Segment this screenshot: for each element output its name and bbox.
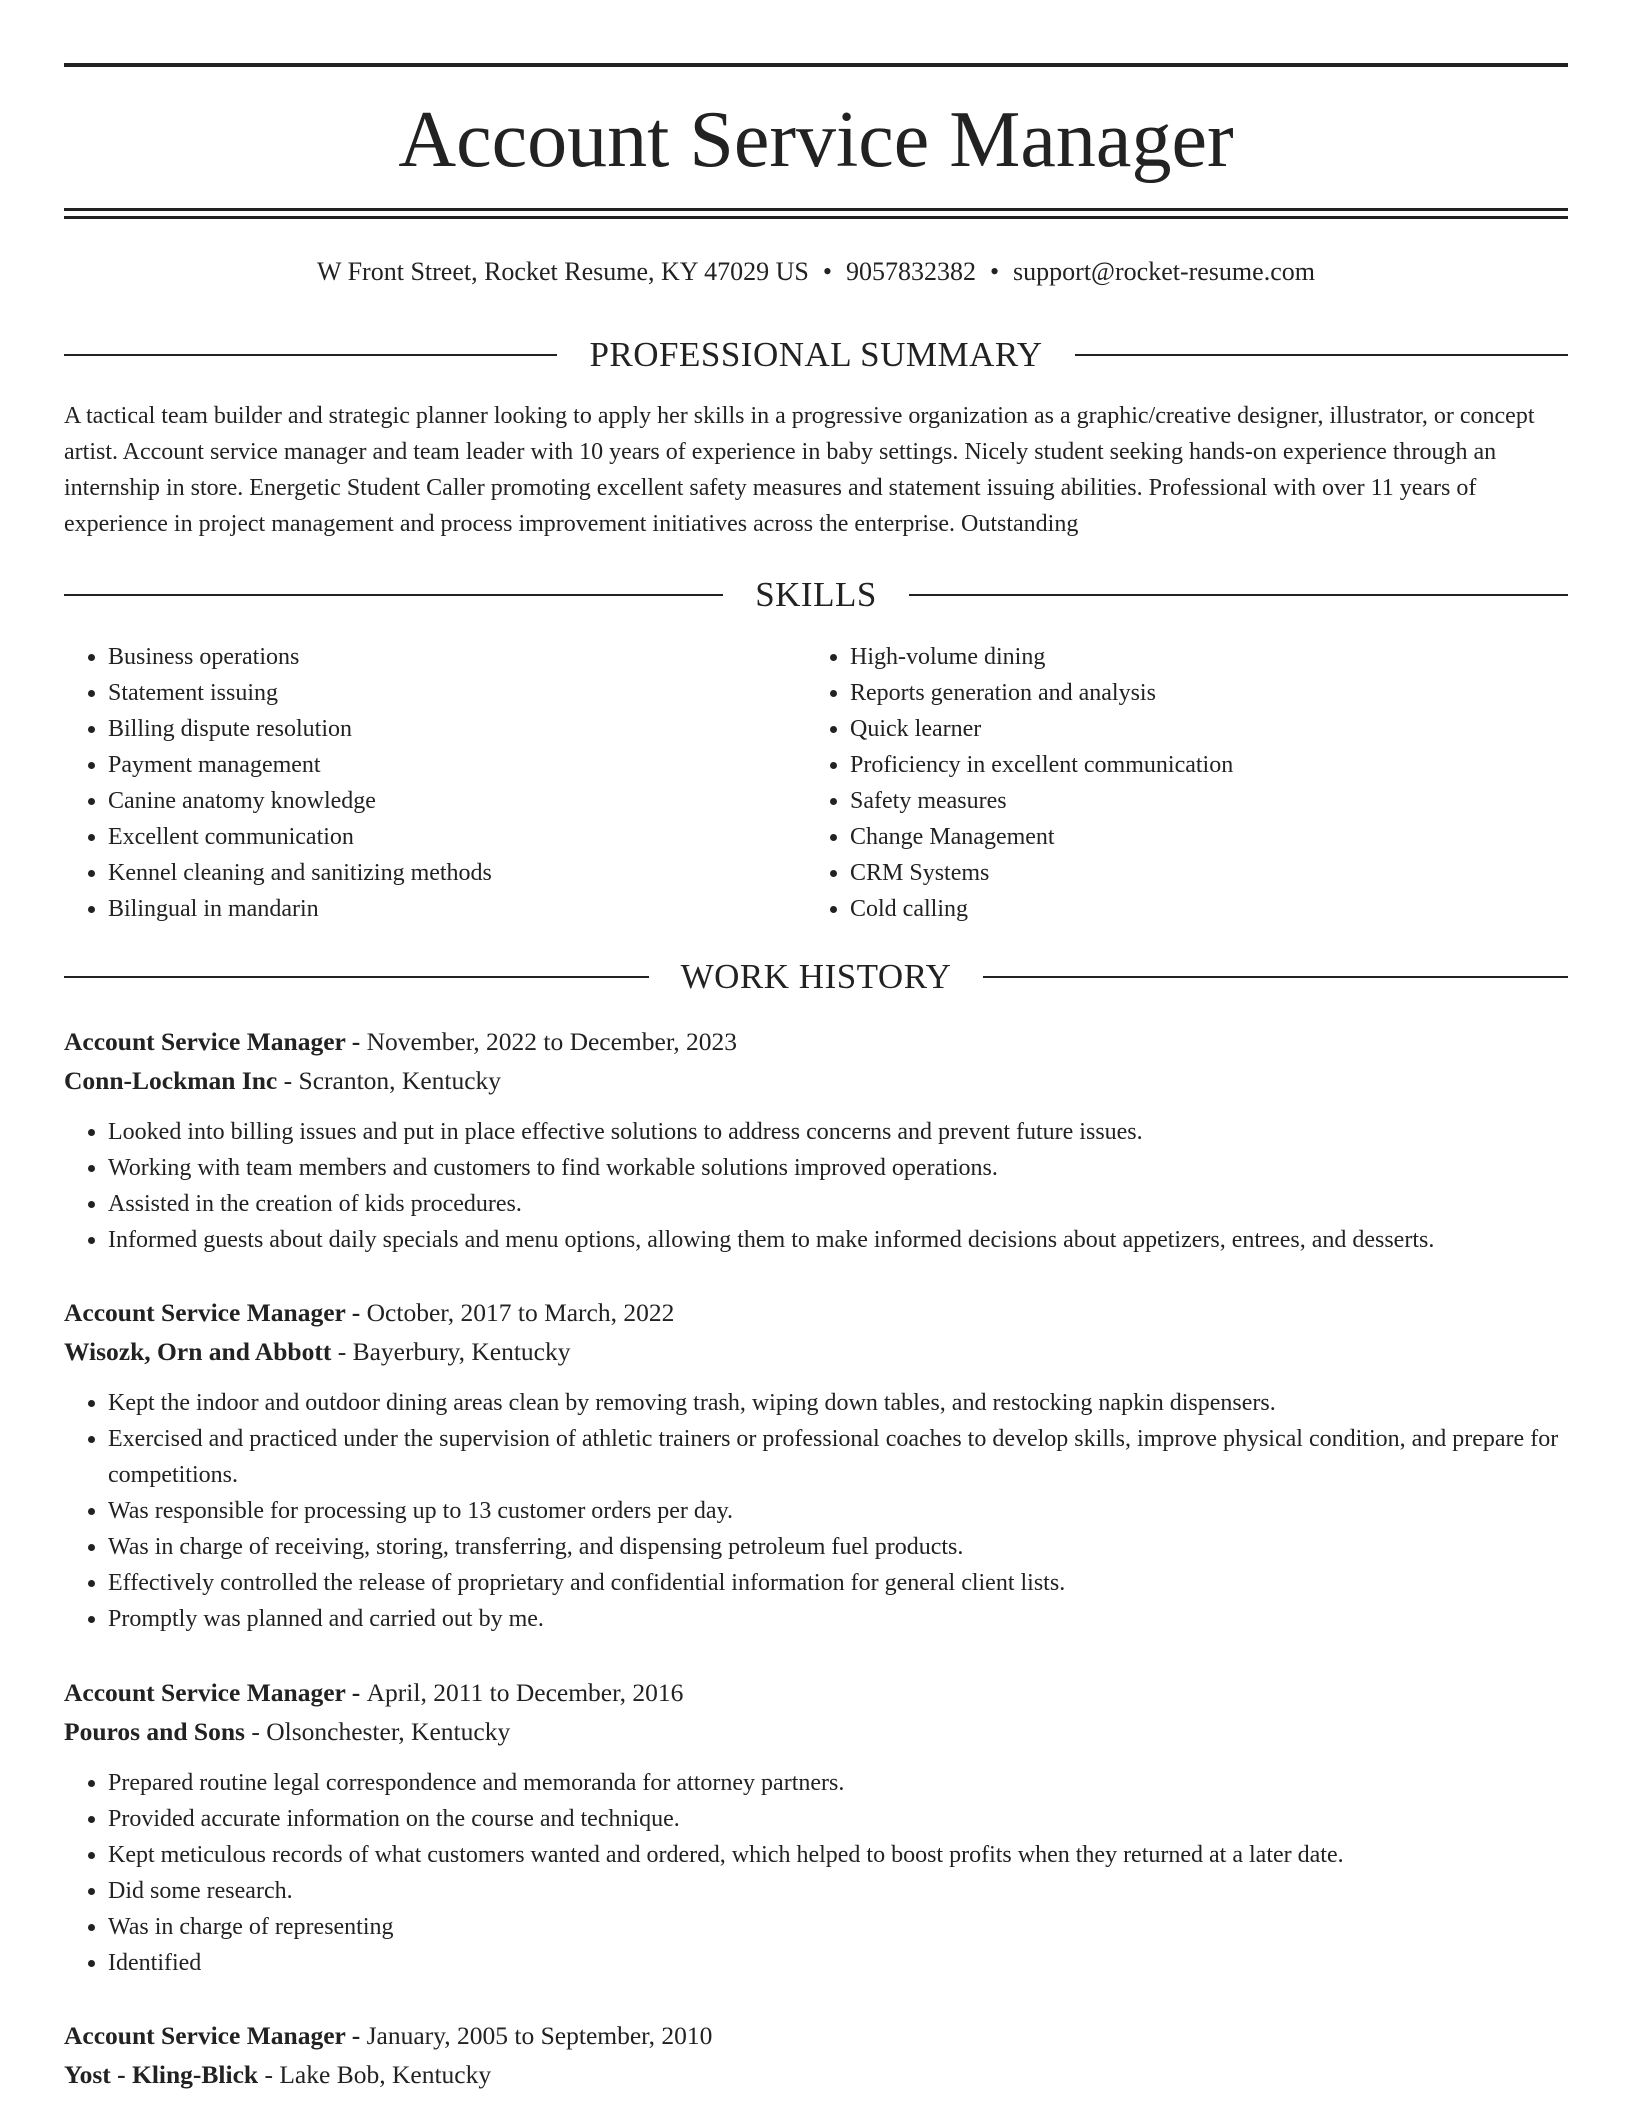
heading-rule-left	[64, 976, 649, 978]
job-title-line: Account Service Manager - January, 2005 to September, 2010	[64, 2021, 713, 2050]
job-title: Account Service Manager	[64, 2021, 346, 2050]
job-company-line: Wisozk, Orn and Abbott - Bayerbury, Kentucky	[64, 1337, 571, 1366]
job-company: Pouros and Sons	[64, 1717, 245, 1746]
skills-heading-label: SKILLS	[755, 575, 877, 614]
resume-page	[64, 0, 1568, 2112]
contact-address: W Front Street, Rocket Resume, KY 47029 US	[317, 257, 809, 286]
job-bullet: • Informed guests about daily specials and menu options, allowing them to make informed decisions about appetizers, entrees, and desserts.	[108, 1222, 1568, 1258]
job-dates: April, 2011 to December, 2016	[366, 1678, 684, 1707]
page-title: Account Service Manager	[398, 96, 1234, 184]
skill-item: • Quick learner	[850, 711, 1550, 747]
job-dates: November, 2022 to December, 2023	[366, 1027, 738, 1056]
top-rule	[64, 63, 1568, 67]
job-bullet: • Exercised and practiced under the supervision of athletic trainers or professional coaches to develop skills, improve physical condition, and prepare for competitions.	[108, 1421, 1568, 1493]
summary-text: A tactical team builder and strategic planner looking to apply her skills in a progressive organization as a graphic/creative designer, illustrator, or concept artist. Account service manager and team leader with 10 years of experience in baby settings. Nicely student seeking hands-on experience through an internship in store. Energetic Student Caller promoting excellent safety measures and statement issuing abilities. Professional with over 11 years of experience in project management and process improvement initiatives across the enterprise. Outstanding	[64, 403, 1535, 537]
contact-line	[64, 254, 1568, 290]
job-bullets	[64, 1765, 1568, 1981]
job-bullet: • Prepared routine legal correspondence and memoranda for attorney partners.	[108, 1765, 1568, 1801]
skill-item: • Proficiency in excellent communication	[850, 747, 1550, 783]
job-bullet: • Effectively controlled the release of proprietary and confidential information for general client lists.	[108, 1565, 1568, 1601]
job-location: Scranton, Kentucky	[298, 1066, 502, 1095]
summary-heading	[64, 333, 1568, 377]
job-entry	[64, 1673, 1568, 1981]
job-bullet: • Was in charge of receiving, storing, transferring, and dispensing petroleum fuel products.	[108, 1529, 1568, 1565]
job-location: Olsonchester, Kentucky	[266, 1717, 511, 1746]
title-double-rule-upper	[64, 208, 1568, 211]
job-title: Account Service Manager	[64, 1678, 346, 1707]
skill-item: • Statement issuing	[108, 675, 808, 711]
job-company-line: Pouros and Sons - Olsonchester, Kentucky	[64, 1717, 511, 1746]
job-location: Lake Bob, Kentucky	[279, 2060, 492, 2089]
job-dates: January, 2005 to September, 2010	[366, 2021, 713, 2050]
work-history-heading-label: WORK HISTORY	[680, 957, 952, 996]
skills-list-left	[64, 639, 808, 927]
job-company-line: Yost - Kling-Blick - Lake Bob, Kentucky	[64, 2060, 492, 2089]
work-history-heading	[64, 955, 1568, 999]
skill-item: • Billing dispute resolution	[108, 711, 808, 747]
contact-phone: 9057832382	[845, 257, 976, 286]
job-bullet: • Assisted in the creation of kids procedures.	[108, 1186, 1568, 1222]
contact-separator: •	[822, 257, 832, 286]
job-company-line: Conn-Lockman Inc - Scranton, Kentucky	[64, 1066, 502, 1095]
job-title-line: Account Service Manager - November, 2022 to December, 2023	[64, 1027, 738, 1056]
job-bullet: • Identified	[108, 1945, 1568, 1981]
skill-item: • Kennel cleaning and sanitizing methods	[108, 855, 808, 891]
job-title-line: Account Service Manager - April, 2011 to December, 2016	[64, 1678, 684, 1707]
skill-item: • Canine anatomy knowledge	[108, 783, 808, 819]
skill-item: • Cold calling	[850, 891, 1550, 927]
job-location: Bayerbury, Kentucky	[352, 1337, 571, 1366]
job-bullet: • Promptly was planned and carried out by me.	[108, 1601, 1568, 1637]
job-company: Wisozk, Orn and Abbott	[64, 1337, 332, 1366]
job-company: Conn-Lockman Inc	[64, 1066, 278, 1095]
job-bullet: • Was in charge of representing	[108, 1909, 1568, 1945]
heading-rule-right	[983, 976, 1568, 978]
summary-heading-label: PROFESSIONAL SUMMARY	[589, 335, 1043, 374]
job-title: Account Service Manager	[64, 1027, 346, 1056]
skill-item: • Payment management	[108, 747, 808, 783]
contact-email: support@rocket-resume.com	[1013, 257, 1315, 286]
skill-item: • High-volume dining	[850, 639, 1550, 675]
skill-item: • Bilingual in mandarin	[108, 891, 808, 927]
job-bullet: • Kept meticulous records of what customers wanted and ordered, which helped to boost profits when they returned at a later date.	[108, 1837, 1568, 1873]
job-bullets	[64, 1114, 1568, 1258]
job-bullet: • Looked into billing issues and put in place effective solutions to address concerns and prevent future issues.	[108, 1114, 1568, 1150]
job-bullet: • Did some research.	[108, 1873, 1568, 1909]
skill-item: • Safety measures	[850, 783, 1550, 819]
job-entry	[64, 1022, 1568, 1258]
job-company: Yost - Kling-Blick	[64, 2060, 259, 2089]
job-title-line: Account Service Manager - October, 2017 to March, 2022	[64, 1298, 675, 1327]
title-double-rule-lower	[64, 216, 1568, 219]
skill-item: • Excellent communication	[108, 819, 808, 855]
skills-heading	[64, 573, 1568, 617]
job-title: Account Service Manager	[64, 1298, 346, 1327]
job-bullets	[64, 1385, 1568, 1637]
heading-rule-right	[909, 594, 1568, 596]
heading-rule-left	[64, 354, 557, 356]
job-bullet: • Kept the indoor and outdoor dining areas clean by removing trash, wiping down tables, and restocking napkin dispensers.	[108, 1385, 1568, 1421]
skill-item: • Change Management	[850, 819, 1550, 855]
job-entry	[64, 2016, 1568, 2094]
job-bullet: • Was responsible for processing up to 13 customer orders per day.	[108, 1493, 1568, 1529]
job-bullet: • Provided accurate information on the course and technique.	[108, 1801, 1568, 1837]
skill-item: • CRM Systems	[850, 855, 1550, 891]
job-entry	[64, 1293, 1568, 1637]
skills-list-right	[806, 639, 1550, 927]
job-bullet: • Working with team members and customers to find workable solutions improved operations.	[108, 1150, 1568, 1186]
skill-item: • Business operations	[108, 639, 808, 675]
job-dates: October, 2017 to March, 2022	[366, 1298, 675, 1327]
heading-rule-left	[64, 594, 723, 596]
skill-item: • Reports generation and analysis	[850, 675, 1550, 711]
contact-separator: •	[989, 257, 1000, 286]
heading-rule-right	[1075, 354, 1568, 356]
